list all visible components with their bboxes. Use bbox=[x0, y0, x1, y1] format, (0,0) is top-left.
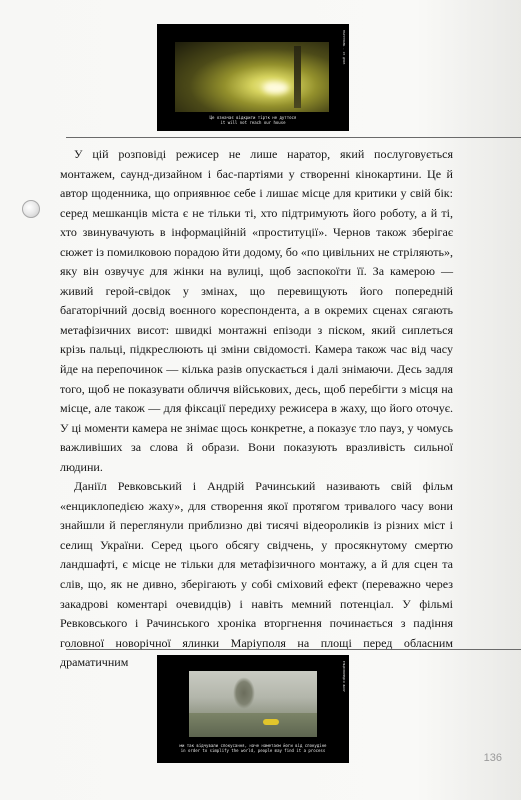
still-side-caption: ЕНЦИКЛОПЕДІЯ ЖАХУ bbox=[342, 661, 346, 692]
film-frame-ruins bbox=[189, 671, 317, 737]
paragraph: Даніїл Ревковський і Андрій Рачинський називають свій фільм «енциклопедією жаху», для створення якої протягом тривалого часу вони знайшли й переглянули приблизно дві тисячі відеороликів із різних міст і селищ України. Серед цього обсягу свідчень, у просякнутому смертю ландшафті, є місце не тільки для метафізичного монтажу, а й для сцен та слів, що, як не дивно, зберігають у собі сміховий ефект (переважно через закадрові коментарі очевидців) і навіть мемний потенціал. У фільмі Ревковського і Рачинського хроніка вторгнення починається з падіння головної новорічної ялинки Маріуполя на площі перед обласним драматичним bbox=[60, 479, 453, 670]
explosion-flare bbox=[263, 82, 289, 94]
bare-tree bbox=[233, 677, 255, 709]
film-frame-explosion bbox=[175, 42, 329, 112]
lamp-post bbox=[294, 46, 301, 108]
divider-rule-top bbox=[66, 137, 521, 138]
punch-hole bbox=[22, 200, 40, 218]
film-still-top bbox=[157, 24, 349, 131]
divider-rule-bottom bbox=[66, 649, 521, 650]
page-number: 136 bbox=[483, 752, 502, 764]
still-side-caption: МАРІУПОЛЬ · 20 ДНІВ bbox=[342, 30, 346, 65]
film-still-bottom bbox=[157, 655, 349, 763]
still-subtitle: Це означає відкрити тiртк не дуттося it will not reach our house bbox=[209, 115, 297, 125]
body-text bbox=[60, 145, 453, 673]
ground bbox=[189, 713, 317, 737]
still-subtitle: ми так відчували спокусання, наче наметаєм йоги від спокудіне in order to simplify the world, people may find it a process bbox=[179, 743, 327, 753]
yellow-object bbox=[263, 719, 279, 725]
paragraph: У цій розповіді режисер не лише наратор, який послуговується монтажем, саунд-дизайном і бас-партіями у створенні кінокартини. Це й автор щоденника, що оприявнює себе і лишає місце для критики у свій бік: серед мешканців міста є не тільки ті, хто підтримують його роботу, а й ті, хто звинувачують в інформаційній «проституції». Чернов також зберігає сюжет із помилковою порадою йти додому, бо «по цивільних не стріляють», яку він озвучує для жінки на вулиці, щоб заспокоїти її. За камерою — живий герой-свідок у змінах, що перевищують його попередній багаторічний досвід воєнного кореспондента, а в окремих сценах сягають метафізичних висот: швидкі монтажні епізоди з піском, який сиплеться крізь пальці, підкреслюють ці зміни свідомості. Камера також час від часу йде на перепочинок — кілька разів опускається і далі знімаючи. Десь задля того, щоб не показувати обличчя військових, десь, щоб перебігти з місця на місце, але також — для фіксації передиху режисера в жаху, що його оточує. У ці моменти камера не знімає щось конкретне, а показує тло пауз, у чомусь важливіших за слова й образи. Вони показують вразливість сильної людини. bbox=[60, 147, 453, 474]
